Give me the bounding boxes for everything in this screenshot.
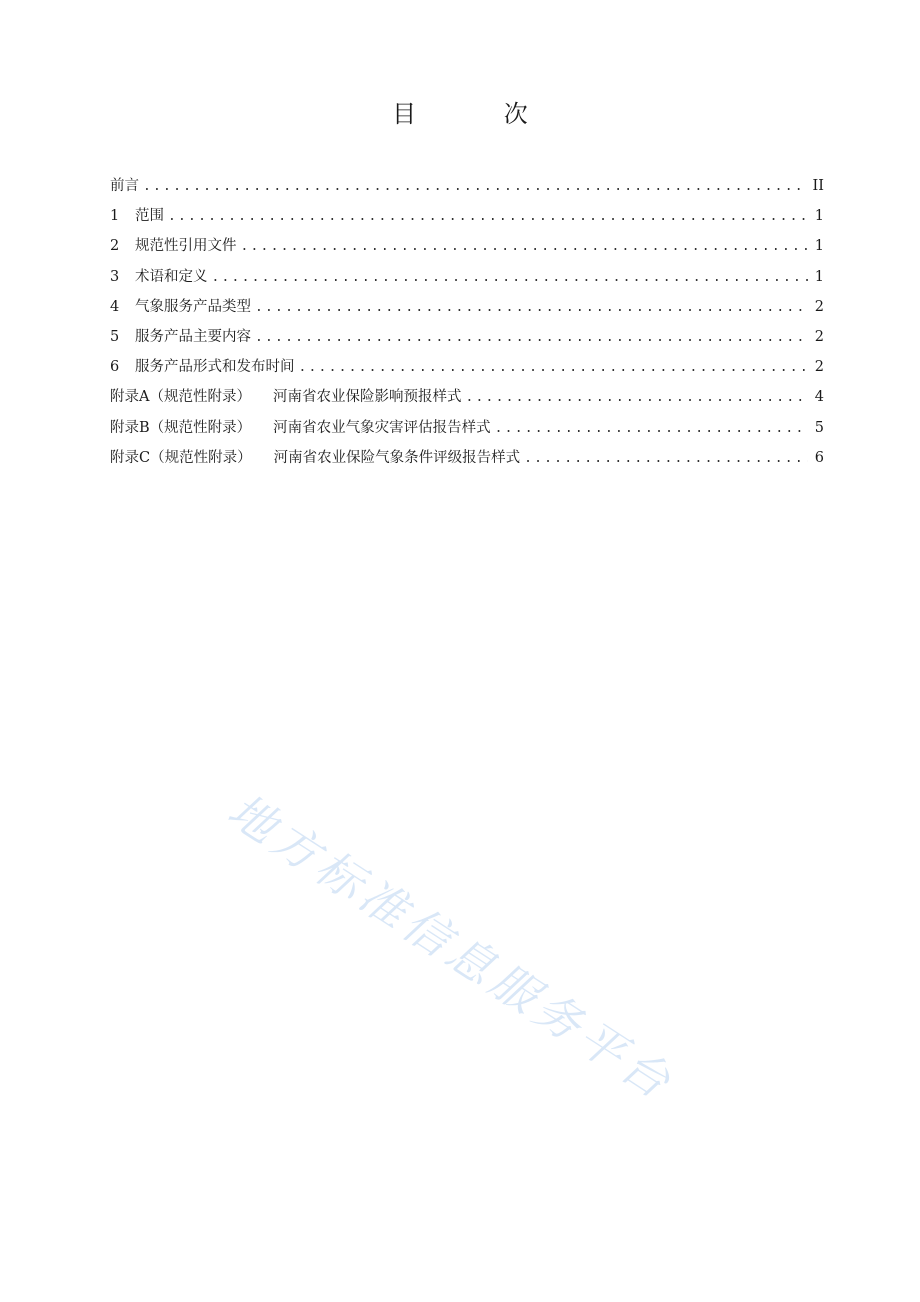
toc-title: 目 次: [392, 100, 568, 128]
toc-entry-label: 规范性引用文件: [135, 238, 237, 255]
toc-entry-label: 河南省农业保险气象条件评级报告样式: [273, 449, 521, 466]
toc-leader-dots: [299, 353, 809, 383]
toc-leader-dots: [255, 293, 808, 323]
toc-leader-dots: [168, 202, 808, 232]
toc-entry-label: 范围: [135, 208, 164, 225]
toc-entry-page: 2: [814, 328, 824, 345]
toc-entry-page: 4: [814, 389, 824, 406]
toc-entry-number: 5: [110, 328, 120, 345]
toc-entry-page: II: [812, 178, 824, 194]
toc-leader-dots: [241, 232, 809, 262]
toc-entry-number: 1: [110, 208, 120, 225]
toc-entry-number: 6: [110, 359, 120, 376]
toc-leader-dots: [212, 263, 809, 293]
watermark-text: 地方标准信息服务平台: [218, 782, 685, 1112]
toc-entry-page: 6: [814, 449, 824, 466]
toc-leader-dots: [255, 323, 808, 353]
toc-entry[interactable]: [110, 443, 824, 473]
toc-entry-label: 前言: [110, 178, 139, 194]
toc-entry-page: 1: [814, 268, 824, 285]
toc-entry[interactable]: [110, 352, 824, 382]
toc-entry[interactable]: [110, 413, 824, 443]
toc-entry-page: 5: [814, 419, 824, 436]
toc-leader-dots: [524, 444, 808, 474]
toc-appendix-prefix: 附录B（规范性附录）: [110, 419, 252, 436]
toc-entry-page: 2: [814, 359, 824, 376]
toc-entry-page: 1: [814, 238, 824, 255]
toc-appendix-prefix: 附录C（规范性附录）: [110, 449, 252, 466]
toc-leader-dots: [465, 383, 808, 413]
toc-leader-dots: [143, 172, 807, 202]
toc-entry[interactable]: [110, 322, 824, 352]
toc-entry-number: 4: [110, 298, 120, 315]
toc-entry[interactable]: [110, 262, 824, 292]
toc-entry[interactable]: [110, 171, 824, 201]
toc-entry-number: 3: [110, 268, 120, 285]
toc-entry[interactable]: [110, 201, 824, 231]
toc-entry-label: 气象服务产品类型: [135, 298, 251, 315]
toc-entry-label: 术语和定义: [135, 268, 208, 285]
toc-entry-label: 河南省农业保险影响预报样式: [272, 389, 462, 406]
toc-leader-dots: [495, 414, 808, 444]
toc-entry-label: 服务产品主要内容: [135, 328, 251, 345]
toc-appendix-prefix: 附录A（规范性附录）: [110, 389, 251, 406]
toc-entry-label: 河南省农业气象灾害评估报告样式: [273, 419, 491, 436]
toc-list: [110, 171, 824, 473]
toc-entry-label: 服务产品形式和发布时间: [135, 359, 295, 376]
toc-entry-number: 2: [110, 238, 120, 255]
toc-entry-page: 2: [814, 298, 824, 315]
toc-entry-page: 1: [814, 208, 824, 225]
toc-entry[interactable]: [110, 231, 824, 261]
toc-entry[interactable]: [110, 292, 824, 322]
toc-entry[interactable]: [110, 382, 824, 412]
